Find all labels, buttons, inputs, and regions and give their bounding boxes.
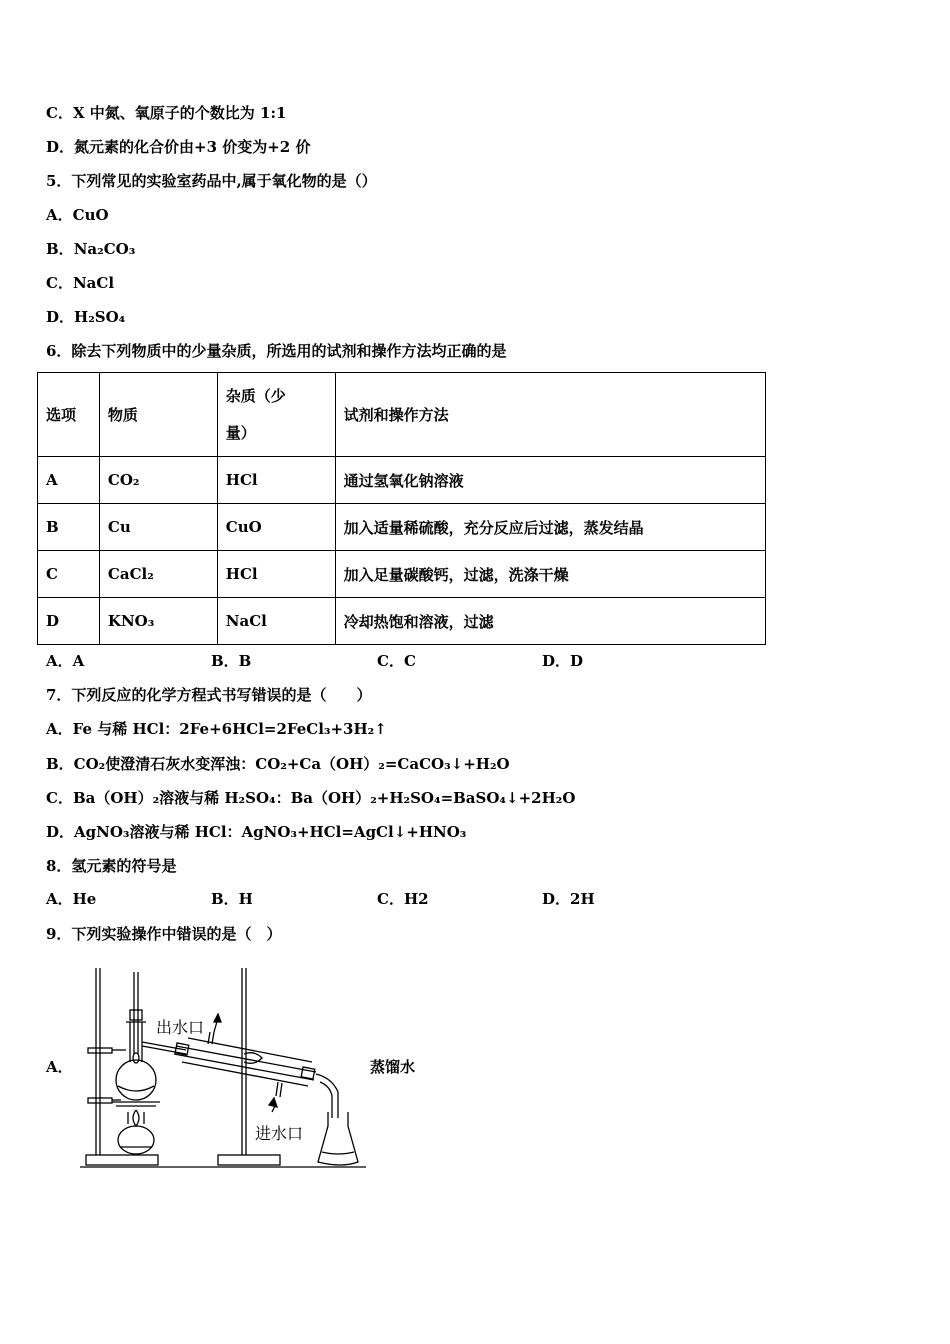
q5-option-b: B．Na₂CO₃ [46, 240, 136, 258]
row-impurity: HCl [217, 457, 335, 504]
q6-table [37, 372, 766, 645]
header-option: 选项 [38, 373, 100, 457]
q8-option-b: B．H [211, 890, 253, 908]
header-method: 试剂和操作方法 [335, 373, 765, 457]
q5-option-a: A．CuO [46, 206, 109, 224]
q9-question: 9．下列实验操作中错误的是（ ） [46, 925, 282, 943]
row-substance: CaCl₂ [99, 551, 217, 598]
table-row [38, 457, 766, 504]
q9-caption: 蒸馏水 [370, 1058, 416, 1076]
row-method: 通过氢氧化钠溶液 [335, 457, 765, 504]
header-impurity: 杂质（少 量） [217, 373, 335, 457]
q8-options [46, 889, 766, 909]
figure-label-inlet: 进水口 [255, 1124, 304, 1143]
row-impurity: HCl [217, 551, 335, 598]
q8-option-d: D．2H [542, 890, 595, 908]
q9-option-a-label: A． [46, 1058, 73, 1076]
row-option: C [38, 551, 100, 598]
row-option: B [38, 504, 100, 551]
row-impurity: CuO [217, 504, 335, 551]
q7-option-b: B．CO₂使澄清石灰水变浑浊：CO₂+Ca（OH）₂=CaCO₃↓+H₂O [46, 755, 510, 773]
header-substance: 物质 [99, 373, 217, 457]
table-row [38, 551, 766, 598]
distillation-apparatus-figure [76, 962, 376, 1174]
q8-option-a: A．He [46, 890, 97, 908]
row-option: A [38, 457, 100, 504]
table-header-row [38, 373, 766, 457]
row-method: 冷却热饱和溶液，过滤 [335, 598, 765, 645]
row-method: 加入适量稀硫酸，充分反应后过滤，蒸发结晶 [335, 504, 765, 551]
figure-label-outlet: 出水口 [156, 1018, 205, 1037]
q6-question: 6．除去下列物质中的少量杂质，所选用的试剂和操作方法均正确的是 [46, 342, 507, 360]
q8-option-c: C．H2 [377, 890, 429, 908]
q8-question: 8．氢元素的符号是 [46, 857, 177, 875]
q6-answer-b: B．B [211, 652, 252, 670]
q5-question: 5．下列常见的实验室药品中,属于氧化物的是（） [46, 172, 377, 190]
q6-answer-options [46, 651, 766, 671]
q4-option-d: D．氮元素的化合价由+3 价变为+2 价 [46, 138, 311, 156]
row-option: D [38, 598, 100, 645]
q7-option-a: A．Fe 与稀 HCl：2Fe+6HCl=2FeCl₃+3H₂↑ [46, 720, 387, 738]
q7-option-d: D．AgNO₃溶液与稀 HCl：AgNO₃+HCl=AgCl↓+HNO₃ [46, 823, 467, 841]
table-row [38, 504, 766, 551]
row-impurity: NaCl [217, 598, 335, 645]
q7-question: 7．下列反应的化学方程式书写错误的是（ ） [46, 686, 372, 704]
row-method: 加入足量碳酸钙，过滤，洗涤干燥 [335, 551, 765, 598]
q6-answer-a: A．A [46, 652, 85, 670]
q7-option-c: C．Ba（OH）₂溶液与稀 H₂SO₄：Ba（OH）₂+H₂SO₄=BaSO₄↓+2H₂O [46, 789, 576, 807]
table-row [38, 598, 766, 645]
q6-answer-d: D．D [542, 652, 584, 670]
row-substance: CO₂ [99, 457, 217, 504]
row-substance: KNO₃ [99, 598, 217, 645]
row-substance: Cu [99, 504, 217, 551]
q5-option-c: C．NaCl [46, 274, 115, 292]
q4-option-c: C．X 中氮、氧原子的个数比为 1:1 [46, 104, 287, 122]
q5-option-d: D．H₂SO₄ [46, 308, 126, 326]
q6-answer-c: C．C [377, 652, 416, 670]
